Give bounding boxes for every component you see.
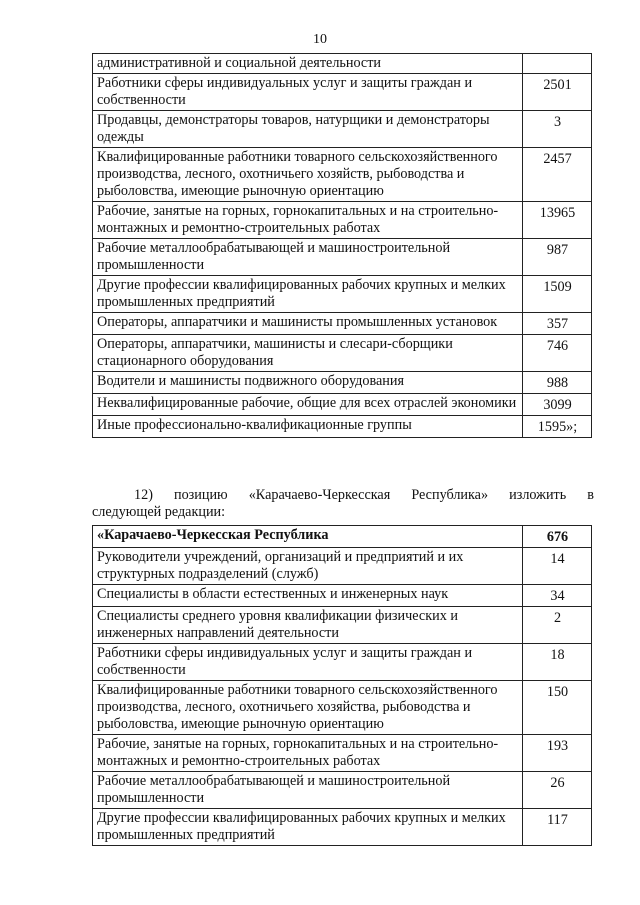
occupation-label: Продавцы, демонстраторы товаров, натурщики и демонстраторы одежды xyxy=(93,111,523,148)
table-row xyxy=(93,585,592,607)
table-row xyxy=(93,111,592,148)
occupation-count: 1509 xyxy=(523,276,592,313)
occupation-label: Неквалифицированные рабочие, общие для всех отраслей экономики xyxy=(93,394,523,416)
paragraph-line-2: следующей редакции: xyxy=(92,504,226,520)
table-row xyxy=(93,416,592,438)
occupation-count: 26 xyxy=(523,772,592,809)
page-number: 10 xyxy=(313,32,327,47)
occupation-count: 14 xyxy=(523,548,592,585)
occupation-count: 2 xyxy=(523,607,592,644)
occupation-label: Иные профессионально-квалификационные группы xyxy=(93,416,523,438)
occupation-label: административной и социальной деятельности xyxy=(93,54,523,74)
occupation-label: Рабочие металлообрабатывающей и машиностроительной промышленности xyxy=(93,239,523,276)
occupation-count: 357 xyxy=(523,313,592,335)
occupation-label: Операторы, аппаратчики, машинисты и слесари-сборщики стационарного оборудования xyxy=(93,335,523,372)
table-row xyxy=(93,772,592,809)
occupation-label: Работники сферы индивидуальных услуг и защиты граждан и собственности xyxy=(93,74,523,111)
table-row xyxy=(93,335,592,372)
paragraph-line-1: 12) позицию «Карачаево-Черкесская Республика» изложить в xyxy=(134,487,594,503)
occupation-count: 117 xyxy=(523,809,592,846)
karachay-cherkess-table xyxy=(92,525,592,846)
occupation-label: Другие профессии квалифицированных рабочих крупных и мелких промышленных предприятий xyxy=(93,276,523,313)
occupation-label: Другие профессии квалифицированных рабочих крупных и мелких промышленных предприятий xyxy=(93,809,523,846)
table-row xyxy=(93,735,592,772)
occupation-count: 988 xyxy=(523,372,592,394)
occupation-label: Специалисты среднего уровня квалификации физических и инженерных направлений деятельности xyxy=(93,607,523,644)
occupation-count: 3099 xyxy=(523,394,592,416)
table-row xyxy=(93,202,592,239)
occupation-label: Рабочие, занятые на горных, горнокапитальных и на строительно-монтажных и ремонтно-строительных работах xyxy=(93,735,523,772)
table-row xyxy=(93,54,592,74)
occupation-label: Квалифицированные работники товарного сельскохозяйственного производства, лесного, охотничьего хозяйств, рыбоводства и рыболовства, имеющие рыночную ориентацию xyxy=(93,148,523,202)
occupation-count: 676 xyxy=(523,526,592,548)
table-row xyxy=(93,526,592,548)
occupation-count: 13965 xyxy=(523,202,592,239)
occupation-count: 2501 xyxy=(523,74,592,111)
occupation-count: 746 xyxy=(523,335,592,372)
occupation-count: 987 xyxy=(523,239,592,276)
occupation-count: 18 xyxy=(523,644,592,681)
table-row xyxy=(93,644,592,681)
occupation-count xyxy=(523,54,592,74)
occupation-count: 34 xyxy=(523,585,592,607)
table-row xyxy=(93,548,592,585)
table-row xyxy=(93,681,592,735)
table-row xyxy=(93,148,592,202)
occupation-label: Руководители учреждений, организаций и предприятий и их структурных подразделений (служб) xyxy=(93,548,523,585)
occupation-count: 1595»; xyxy=(523,416,592,438)
occupation-label: Квалифицированные работники товарного сельскохозяйственного производства, лесного, охотничьего хозяйства, рыбоводства и рыболовства, имеющие рыночную ориентацию xyxy=(93,681,523,735)
table-row xyxy=(93,607,592,644)
occupation-label: Рабочие металлообрабатывающей и машиностроительной промышленности xyxy=(93,772,523,809)
table-row xyxy=(93,239,592,276)
occupation-label: Водители и машинисты подвижного оборудования xyxy=(93,372,523,394)
occupation-count: 193 xyxy=(523,735,592,772)
occupation-label: «Карачаево-Черкесская Республика xyxy=(93,526,523,548)
table-row xyxy=(93,372,592,394)
occupation-table-continued xyxy=(92,53,592,438)
occupation-label: Работники сферы индивидуальных услуг и защиты граждан и собственности xyxy=(93,644,523,681)
occupation-label: Специалисты в области естественных и инженерных наук xyxy=(93,585,523,607)
occupation-count: 150 xyxy=(523,681,592,735)
table-row xyxy=(93,313,592,335)
table-row xyxy=(93,809,592,846)
table-body xyxy=(93,54,592,438)
occupation-label: Рабочие, занятые на горных, горнокапитальных и на строительно-монтажных и ремонтно-строительных работах xyxy=(93,202,523,239)
occupation-count: 2457 xyxy=(523,148,592,202)
table-row xyxy=(93,394,592,416)
table-row xyxy=(93,74,592,111)
table-row xyxy=(93,276,592,313)
table-body xyxy=(93,526,592,846)
occupation-label: Операторы, аппаратчики и машинисты промышленных установок xyxy=(93,313,523,335)
occupation-count: 3 xyxy=(523,111,592,148)
amendment-paragraph xyxy=(92,487,594,521)
